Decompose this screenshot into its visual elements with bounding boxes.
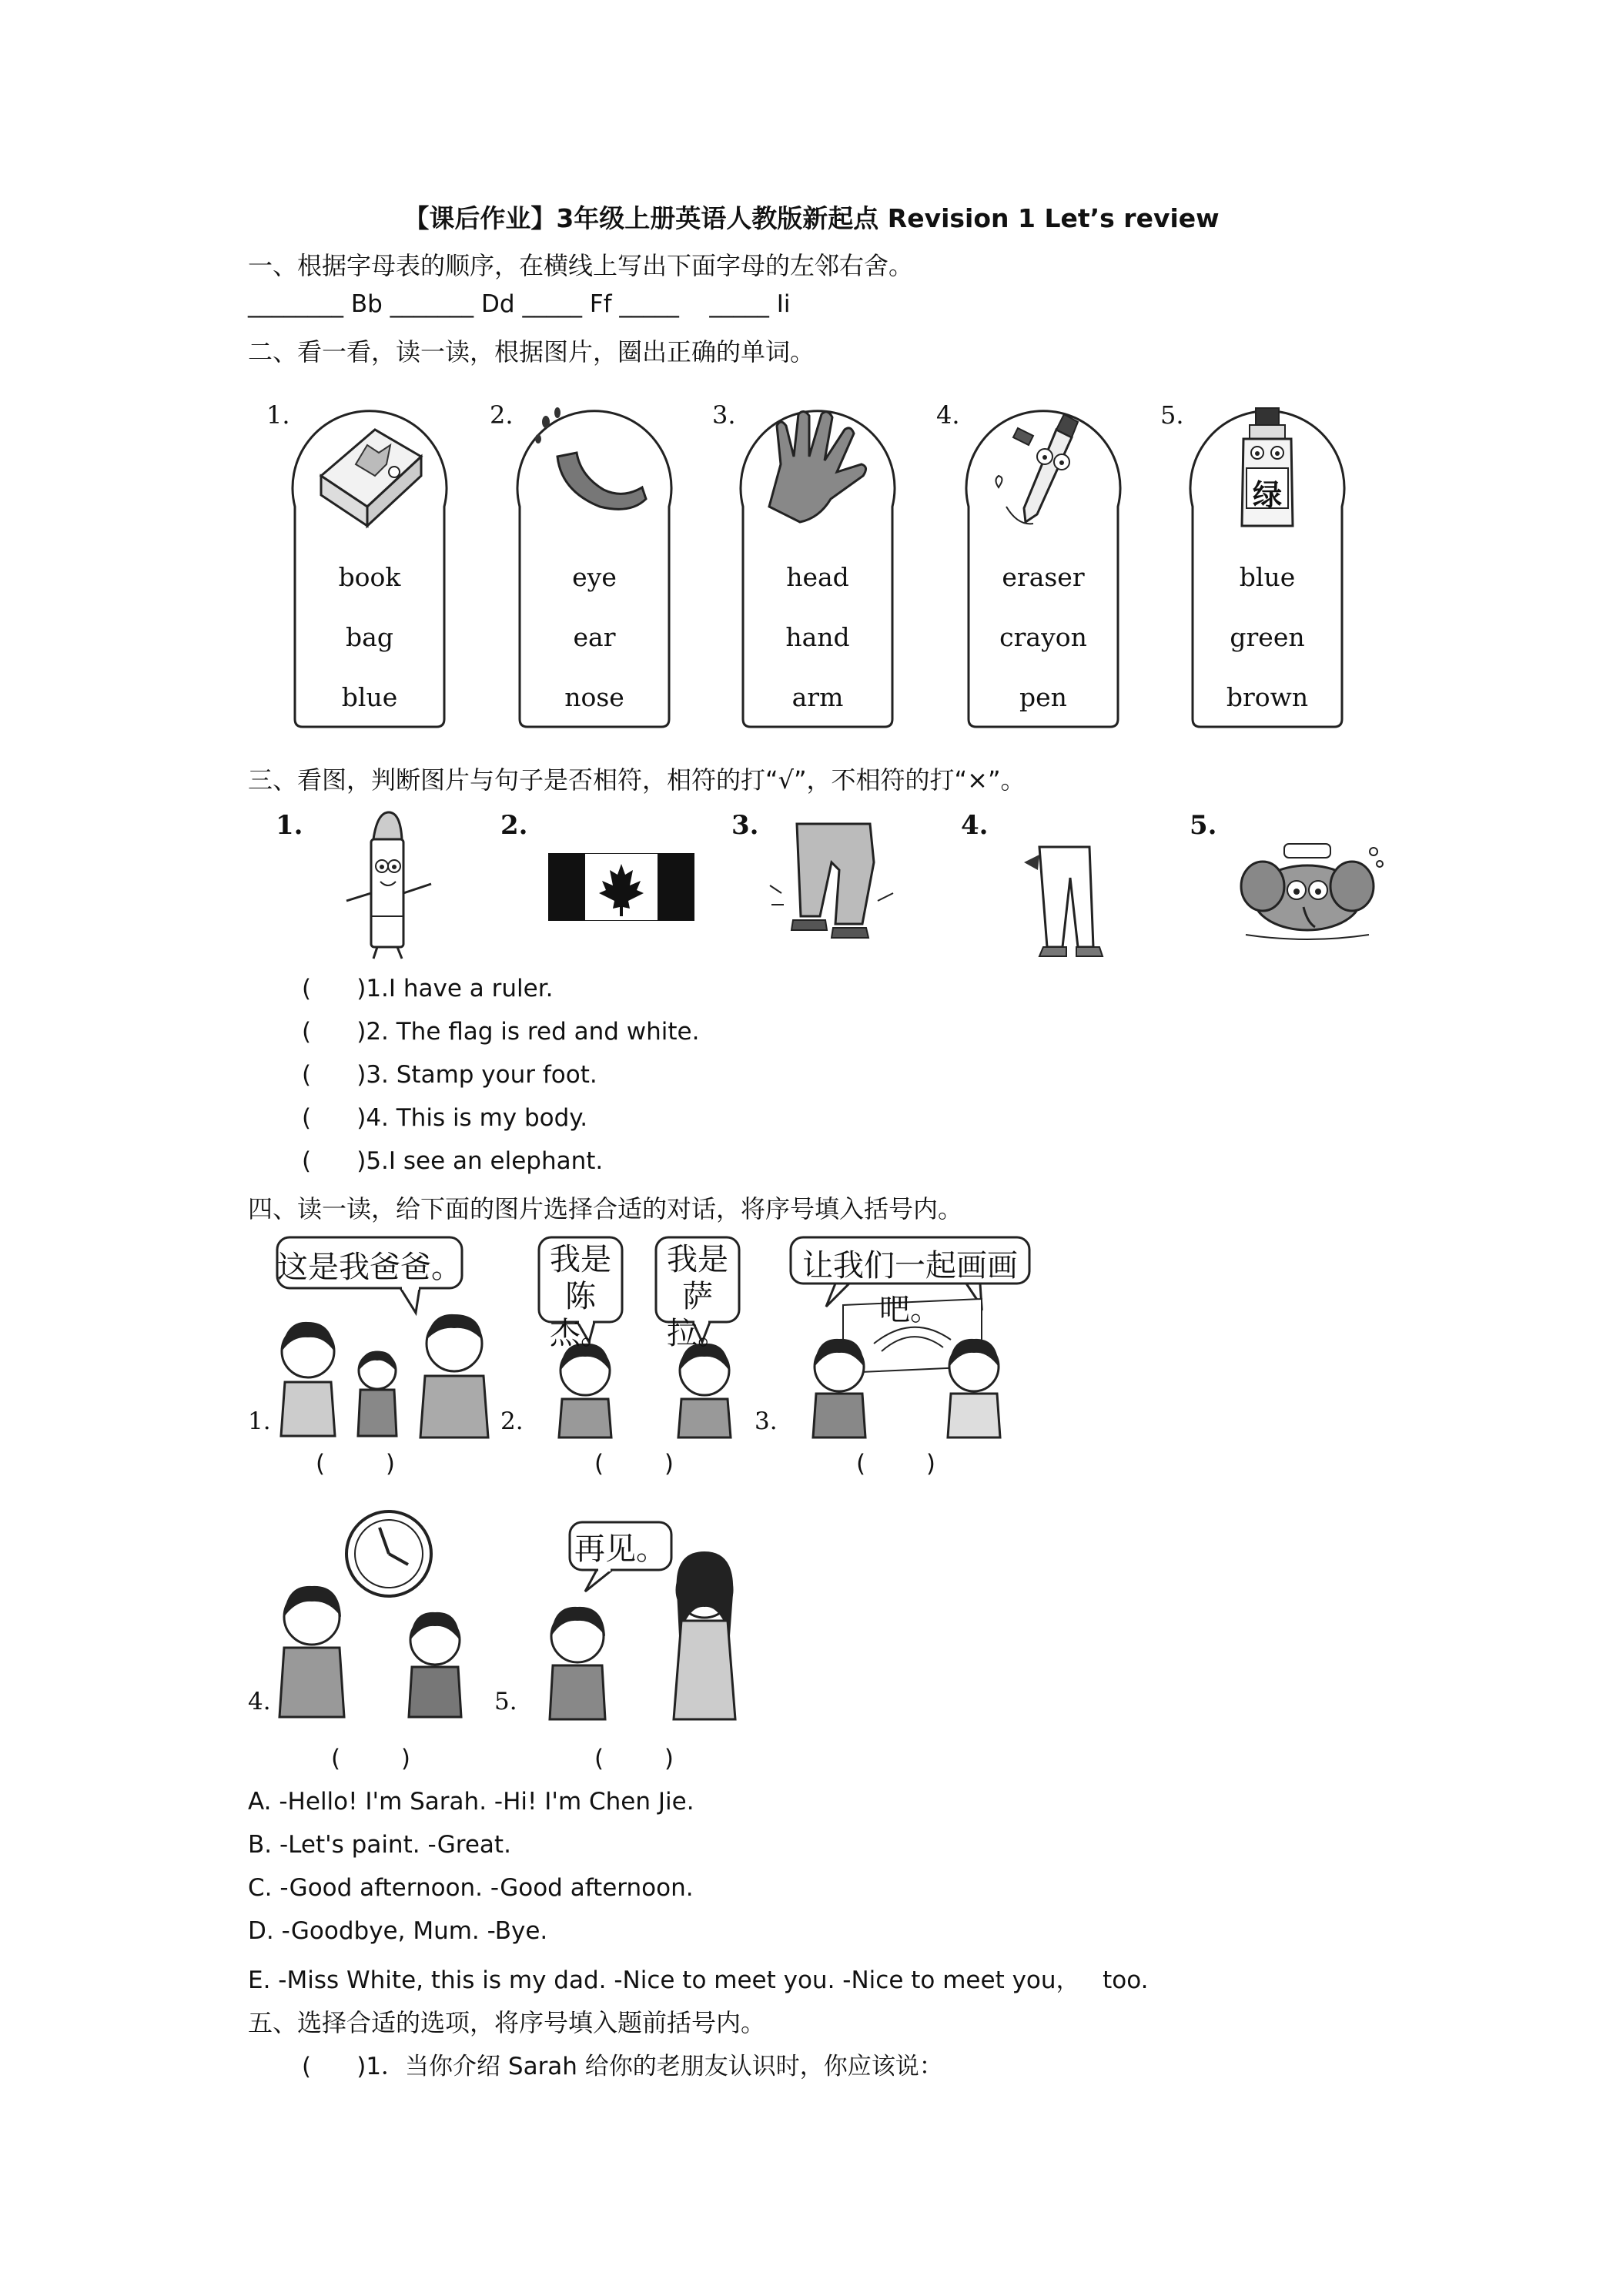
word-card-2 [515,391,674,734]
choice-question-1: ( )1．当你介绍 Sarah 给你的老朋友认识时，你应该说： [302,2053,943,2080]
item-number: 4. [936,400,960,430]
blank-line[interactable]: ________ [248,290,343,318]
word-option[interactable]: ear [573,622,616,652]
word-card-5 [1188,391,1347,734]
picture-number: 5. [1190,810,1217,841]
speech-bubble-text: 我是 萨拉。 [667,1242,728,1351]
word-option[interactable]: book [338,562,401,592]
blank-line[interactable]: _______ [390,290,474,318]
judge-sentence-4: ( )4. This is my body. [302,1104,588,1132]
afternoon-scene-icon [266,1509,497,1725]
dialogue-option-d: D. -Goodbye, Mum. -Bye. [248,1917,548,1945]
picture-number: 2. [500,810,528,841]
letter-fill-line [248,290,790,318]
word-option[interactable]: eye [572,562,617,592]
picture-number: 5. [494,1688,517,1715]
word-option[interactable]: bag [346,622,393,652]
blank-line[interactable]: _____ [619,290,679,318]
word-option[interactable]: blue [341,682,398,712]
stamping-foot-icon [762,816,901,947]
item-number: 5. [1160,400,1184,430]
letter-ff: Ff [589,290,612,318]
speech-bubble-text: 这是我爸爸。 [277,1250,462,1285]
judge-sentence-5: ( )5.I see an elephant. [302,1147,604,1175]
picture-number: 3. [731,810,759,841]
word-option[interactable]: pen [1019,682,1067,712]
word-option[interactable]: hand [785,622,850,652]
word-option[interactable]: green [1230,622,1305,652]
picture-number: 1. [276,810,303,841]
item-number: 3. [712,400,736,430]
answer-paren[interactable]: ( ) [856,1450,936,1478]
dialogue-option-e: E. -Miss White, this is my dad. -Nice to meet you. -Nice to meet you， too. [248,1966,1149,1994]
word-card-3 [738,391,897,734]
page-title: 【课后作业】3年级上册英语人教版新起点 Revision 1 Let’s review [403,203,1220,233]
item-number: 1. [266,400,290,430]
pen-icon [996,414,1079,524]
section-2-heading: 二、看一看，读一读，根据图片，圈出正确的单词。 [248,337,815,366]
section-3-heading: 三、看图，判断图片与句子是否相符，相符的打“√”，不相符的打“×”。 [248,765,1026,795]
judge-sentence-1: ( )1.I have a ruler. [302,975,554,1002]
word-card-1 [290,391,449,734]
dialogue-option-c: C. -Good afternoon. -Good afternoon. [248,1874,694,1902]
letter-ii: Ii [776,290,791,318]
word-option[interactable]: head [786,562,849,592]
canada-flag-icon [548,853,694,921]
picture-number: 4. [961,810,989,841]
word-option[interactable]: blue [1239,562,1296,592]
answer-paren[interactable]: ( ) [331,1745,411,1772]
picture-number: 1. [248,1407,271,1435]
tube-label: 绿 [1252,478,1282,512]
word-option[interactable]: crayon [999,622,1087,652]
clock-icon [346,1511,431,1596]
word-card-4 [964,391,1123,734]
answer-paren[interactable]: ( [302,1018,357,1046]
answer-paren[interactable]: ( [302,1104,357,1132]
blank-line[interactable]: _____ [709,290,769,318]
letter-bb: Bb [350,290,383,318]
dialogue-option-b: B. -Let's paint. -Great. [248,1831,511,1859]
answer-paren[interactable]: ( ) [594,1745,674,1772]
speech-bubble-text: 我是 陈杰。 [550,1242,611,1351]
section-1-heading: 一、根据字母表的顺序，在横线上写出下面字母的左邻右舍。 [248,251,914,280]
legs-icon [1016,832,1124,962]
hand-icon [769,411,866,522]
crayon-character-icon [331,808,454,962]
item-number: 2. [490,400,514,430]
picture-number: 3. [755,1407,778,1435]
elephant-icon [1230,836,1384,944]
answer-paren[interactable]: ( ) [316,1450,396,1478]
dialogue-option-a: A. -Hello! I'm Sarah. -Hi! I'm Chen Jie. [248,1788,694,1816]
word-option[interactable]: nose [564,682,624,712]
section-5-heading: 五、选择合适的选项，将序号填入题前括号内。 [248,2008,766,2037]
letter-dd: Dd [481,290,515,318]
answer-paren[interactable]: ( [302,1147,357,1175]
judge-sentence-3: ( )3. Stamp your foot. [302,1061,597,1089]
picture-number: 4. [248,1688,271,1715]
answer-paren[interactable]: ( [302,2053,357,2080]
section-4-heading: 四、读一读，给下面的图片选择合适的对话，将序号填入括号内。 [248,1194,963,1223]
speech-bubble-text: 再见。 [574,1531,667,1567]
blank-line[interactable]: _____ [522,290,582,318]
answer-paren[interactable]: ( [302,1061,357,1089]
word-option[interactable]: brown [1226,682,1309,712]
word-option[interactable]: arm [791,682,844,712]
answer-paren[interactable]: ( [302,975,357,1002]
picture-number: 2. [500,1407,524,1435]
speech-bubble-text: 让我们一起画画吧。 [802,1248,1018,1327]
book-icon [321,430,421,526]
answer-paren[interactable]: ( ) [594,1450,674,1478]
word-option[interactable]: eraser [1002,562,1085,592]
judge-sentence-2: ( )2. The flag is red and white. [302,1018,700,1046]
